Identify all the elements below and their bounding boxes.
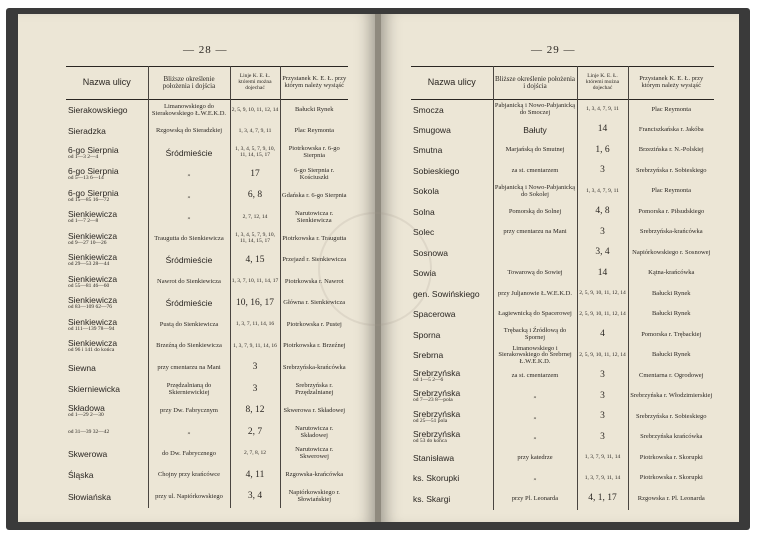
table-row — [411, 161, 714, 182]
tram-lines-cell: 6, 8 — [230, 186, 280, 208]
street-name-cell — [411, 325, 493, 346]
location-cell: Trębacką i Źródłową do Spornej — [493, 325, 577, 346]
location-cell: „ — [493, 387, 577, 408]
street-name: Solna — [413, 206, 435, 217]
table-row — [411, 407, 714, 428]
street-name: Srebrzyńska — [413, 429, 461, 440]
location-cell: przy Juljanowie Ł.W.E.K.D. — [493, 284, 577, 305]
tram-stop-cell: Przejazd r. Sienkiewicza — [280, 250, 348, 272]
table-row — [411, 489, 714, 510]
street-name: Składowa — [68, 402, 105, 413]
street-name-cell — [411, 407, 493, 428]
table-row — [411, 202, 714, 223]
street-name-cell — [411, 141, 493, 162]
house-number-range: od 25—51 pola — [413, 417, 448, 424]
tram-stop-cell: Srebrzyńska r. Przędzalnianej — [280, 379, 348, 401]
table-row — [66, 186, 348, 208]
tram-stop-cell: Piotrkowska r. Nawrot — [280, 272, 348, 294]
tram-lines-cell: 1, 3, 7, 10, 11, 14, 17 — [230, 272, 280, 294]
location-cell: Śródmieście — [148, 143, 230, 165]
street-name: Sobieskiego — [413, 165, 460, 176]
table-row — [411, 305, 714, 326]
location-cell: przy Pl. Leonarda — [493, 489, 577, 510]
table-row — [66, 121, 348, 143]
street-name-cell — [66, 272, 148, 294]
street-name: Spacerowa — [413, 309, 456, 320]
street-name-cell — [66, 164, 148, 186]
right-page — [381, 14, 739, 522]
table-row — [411, 366, 714, 387]
tram-stop-cell: Piotrkowska r. Traugutta — [280, 229, 348, 251]
page-number-left: — 28 — — [183, 44, 228, 56]
table-row — [411, 120, 714, 141]
table-row — [411, 284, 714, 305]
tram-stop-cell: Narutowicza r. Skwerowej — [280, 444, 348, 466]
house-number-range: od 96 i 141 do końca — [68, 347, 115, 354]
tram-stop-cell: Bałucki Rynek — [280, 100, 348, 122]
street-name-cell — [411, 448, 493, 469]
street-name: Srebrna — [413, 350, 444, 361]
tram-stop-cell: Rzgowska r. Pl. Leonarda — [628, 489, 714, 510]
street-name-cell — [66, 121, 148, 143]
table-header-right — [411, 67, 714, 100]
street-name-cell — [411, 100, 493, 121]
tram-stop-cell: Narutowicza r. Sienkiewicza — [280, 207, 348, 229]
location-cell: Śródmieście — [148, 293, 230, 315]
table-row — [411, 264, 714, 285]
street-name-cell — [66, 207, 148, 229]
tram-stop-cell: Srebrzyńska r. Sobieskiego — [628, 161, 714, 182]
street-name: Sienkiewicza — [68, 295, 118, 306]
location-cell: Brzeźną do Sienkiewicza — [148, 336, 230, 358]
table-body-right — [411, 100, 714, 510]
tram-lines-cell: 4, 15 — [230, 250, 280, 272]
street-name-cell — [66, 143, 148, 165]
tram-lines-cell: 8, 12 — [230, 401, 280, 423]
location-cell: „ — [493, 407, 577, 428]
tram-stop-cell: Piotrkowska r. Skorupki — [628, 469, 714, 490]
location-cell: Marjańską do Smutnej — [493, 141, 577, 162]
location-cell: Nawrot do Sienkiewicza — [148, 272, 230, 294]
location-cell: „ — [148, 207, 230, 229]
tram-lines-cell: 1, 3, 7, 9, 11, 14, 16 — [230, 336, 280, 358]
tram-stop-cell: Pomorska r. Trębackiej — [628, 325, 714, 346]
street-name: Sowia — [413, 268, 437, 279]
tram-stop-cell: Bałucki Rynek — [628, 305, 714, 326]
table-row — [66, 444, 348, 466]
street-name: Skwerowa — [68, 448, 108, 459]
street-name-cell — [411, 182, 493, 203]
tram-lines-cell: 3 — [230, 358, 280, 380]
watermark-stamp — [318, 212, 432, 326]
location-cell: do Dw. Fabrycznego — [148, 444, 230, 466]
tram-lines-cell: 1, 3, 7, 9, 11, 14 — [577, 448, 628, 469]
table-row — [411, 100, 714, 121]
tram-stop-cell: Plac Reymonta — [280, 121, 348, 143]
tram-lines-cell: 3 — [577, 161, 628, 182]
tram-lines-cell: 17 — [230, 164, 280, 186]
street-name: Sienkiewicza — [68, 273, 118, 284]
table-header-left — [66, 67, 348, 100]
street-name-cell — [66, 487, 148, 509]
street-name: Smocza — [413, 104, 444, 115]
location-cell: Traugutta do Sienkiewicza — [148, 229, 230, 251]
page-number-right: — 29 — — [531, 44, 576, 56]
location-cell — [493, 243, 577, 264]
house-number-range: od 9—27 10—26 — [68, 239, 107, 246]
house-number-range: od 1—7 2—8 — [68, 218, 99, 225]
tram-stop-cell: Brzezińska r. N.-Polskiej — [628, 141, 714, 162]
location-cell: Łagiewnicką do Spacerowej — [493, 305, 577, 326]
table-body-left — [66, 100, 348, 509]
street-name: Sosnowa — [413, 247, 448, 258]
location-cell: przy Dw. Fabrycznym — [148, 401, 230, 423]
street-name: Srebrzyńska — [413, 388, 461, 399]
table-row — [66, 143, 348, 165]
tram-lines-cell: 2, 5, 9, 10, 11, 12, 14 — [230, 100, 280, 122]
house-number-range: od 55—81 46—60 — [68, 282, 110, 289]
tram-lines-cell: 1, 3, 4, 7, 9, 11 — [577, 100, 628, 121]
street-name: 6-go Sierpnia — [68, 144, 119, 155]
house-number-range: od 1—3 2—4 — [68, 153, 99, 160]
location-cell: „ — [148, 422, 230, 444]
header-street: Nazwa ulicy — [82, 77, 131, 88]
house-number-range: od 83—109 62—76 — [68, 304, 112, 311]
tram-lines-cell: 1, 3, 4, 5, 7, 9, 10, 11, 14, 15, 17 — [230, 229, 280, 251]
street-table-left — [66, 66, 348, 508]
location-cell: za st. cmentarzem — [493, 161, 577, 182]
tram-stop-cell: Bałucki Rynek — [628, 284, 714, 305]
location-cell: „ — [493, 469, 577, 490]
location-cell: Śródmieście — [148, 250, 230, 272]
tram-stop-cell: Piotrkowska r. Brzeźnej — [280, 336, 348, 358]
house-number-range: od 5—13 6—14 — [68, 175, 104, 182]
tram-lines-cell: 2, 7, 12, 14 — [230, 207, 280, 229]
tram-lines-cell: 3 — [577, 223, 628, 244]
location-cell: przy katedrze — [493, 448, 577, 469]
street-name-cell — [411, 202, 493, 223]
table-row — [66, 164, 348, 186]
tram-lines-cell: 1, 6 — [577, 141, 628, 162]
tram-lines-cell: 14 — [577, 264, 628, 285]
street-name: Sienkiewicza — [68, 230, 118, 241]
location-cell: Pomorską do Solnej — [493, 202, 577, 223]
location-cell: „ — [493, 428, 577, 449]
location-cell: Pabjanicką i Nowo-Pabjanicką do Sokolej — [493, 182, 577, 203]
street-name: Sokola — [413, 186, 439, 197]
location-cell: Pabjanicką i Nowo-Pabjanicką do Smoczej — [493, 100, 577, 121]
street-name-cell — [411, 428, 493, 449]
street-name: Srebrzyńska — [413, 408, 461, 419]
tram-stop-cell: Piotrkowska r. 6-go Sierpnia — [280, 143, 348, 165]
street-name-cell — [411, 346, 493, 367]
location-cell: przy cmentarzu na Mani — [148, 358, 230, 380]
street-name-cell — [66, 100, 148, 122]
table-row — [66, 207, 348, 229]
tram-lines-cell: 3 — [577, 407, 628, 428]
location-cell: przy ul. Napiórkowskiego — [148, 487, 230, 509]
tram-stop-cell: Piotrkowska r. Pustej — [280, 315, 348, 337]
street-name: Sierakowskiego — [68, 105, 128, 116]
tram-lines-cell: 4, 11 — [230, 465, 280, 487]
street-name-cell — [66, 358, 148, 380]
street-name: Słowiańska — [68, 491, 111, 502]
table-row — [411, 141, 714, 162]
location-cell: Limanowskiego do Sierakowskiego Ł.W.E.K.D. — [148, 100, 230, 122]
tram-stop-cell: Srebrzyńska-krańcówka — [280, 358, 348, 380]
street-name: Smugowa — [413, 124, 451, 135]
tram-lines-cell: 2, 7, 8, 12 — [230, 444, 280, 466]
tram-lines-cell: 1, 3, 4, 7, 9, 11 — [577, 182, 628, 203]
street-name-cell — [411, 161, 493, 182]
location-cell: Limanowskiego i Sierakowskiego do Srebrnej Ł.W.E.K.D. — [493, 346, 577, 367]
street-name-cell — [66, 336, 148, 358]
street-name: ks. Skorupki — [413, 473, 460, 484]
street-name-cell — [66, 315, 148, 337]
location-cell: Rzgowską do Sieradzkiej — [148, 121, 230, 143]
tram-stop-cell: Narutowicza r. Składowej — [280, 422, 348, 444]
street-name: gen. Sowińskiego — [413, 288, 480, 299]
tram-lines-cell: 1, 3, 4, 5, 7, 9, 10, 11, 14, 15, 17 — [230, 143, 280, 165]
street-name: Srebrzyńska — [413, 367, 461, 378]
street-name: Sienkiewicza — [68, 316, 118, 327]
table-row — [411, 448, 714, 469]
house-number-range: od 29—53 28—44 — [68, 261, 110, 268]
street-name-cell — [66, 293, 148, 315]
table-row — [66, 100, 348, 122]
header-lines: Linje K. E. Ł. któremi można dojechać — [577, 67, 628, 100]
tram-stop-cell: Rzgowska-krańcówka — [280, 465, 348, 487]
table-row — [411, 223, 714, 244]
tram-stop-cell: Bałucki Rynek — [628, 346, 714, 367]
table-row — [66, 379, 348, 401]
tram-stop-cell: Srebrzyńska r. Sobieskiego — [628, 407, 714, 428]
header-location: Bliższe określenie położenia i dojścia — [493, 67, 577, 100]
street-name: Sienkiewicza — [68, 252, 118, 263]
street-name: Sieradzka — [68, 126, 106, 137]
street-name: Solec — [413, 227, 435, 238]
house-number-range: od 7—23 8—pola — [413, 397, 453, 404]
tram-lines-cell: 1, 3, 7, 11, 14, 16 — [230, 315, 280, 337]
street-name: Siewna — [68, 362, 96, 373]
tram-lines-cell: 10, 16, 17 — [230, 293, 280, 315]
street-name: Skierniewicka — [68, 384, 120, 395]
street-name: Smutna — [413, 145, 443, 156]
tram-lines-cell: 4, 8 — [577, 202, 628, 223]
street-name-cell — [66, 186, 148, 208]
location-cell: „ — [148, 164, 230, 186]
location-cell: Pustą do Sienkiewicza — [148, 315, 230, 337]
street-name: 6-go Sierpnia — [68, 166, 119, 177]
tram-stop-cell: Piotrkowska r. Skorupki — [628, 448, 714, 469]
street-name: Sienkiewicza — [68, 209, 118, 220]
tram-stop-cell: Srebrzyńska-krańcówka — [628, 223, 714, 244]
tram-stop-cell: 6-go Sierpnia r. Kościuszki — [280, 164, 348, 186]
tram-lines-cell: 4, 1, 17 — [577, 489, 628, 510]
table-row — [66, 358, 348, 380]
house-number-range: od 111—139 78—94 — [68, 325, 115, 332]
street-name-cell — [66, 465, 148, 487]
table-row — [66, 315, 348, 337]
header-lines: Linje K. E. Ł. któremi można dojechać — [230, 67, 280, 100]
location-cell: Chojny przy krańcówce — [148, 465, 230, 487]
tram-stop-cell: Franciszkańska r. Jakóba — [628, 120, 714, 141]
location-cell: przy cmentarzu na Mani — [493, 223, 577, 244]
tram-stop-cell: Cmentarna r. Ogrodowej — [628, 366, 714, 387]
table-row — [411, 243, 714, 264]
table-row — [411, 346, 714, 367]
house-number-range: od 31—39 32—42 — [68, 428, 110, 435]
tram-stop-cell: Główna r. Sienkiewicza — [280, 293, 348, 315]
street-name-cell — [66, 250, 148, 272]
tram-lines-cell: 2, 5, 9, 10, 11, 12, 14 — [577, 284, 628, 305]
tram-lines-cell: 14 — [577, 120, 628, 141]
table-row — [66, 465, 348, 487]
table-row — [411, 469, 714, 490]
tram-lines-cell: 2, 7 — [230, 422, 280, 444]
tram-lines-cell: 4 — [577, 325, 628, 346]
tram-lines-cell: 3 — [230, 379, 280, 401]
tram-stop-cell: Napiórkowskiego r. Sosnowej — [628, 243, 714, 264]
street-name: Śląska — [68, 470, 94, 481]
tram-stop-cell: Pomorska r. Piłsudskiego — [628, 202, 714, 223]
house-number-range: od 53 do końca — [413, 438, 447, 445]
location-cell: Towarową do Sowiej — [493, 264, 577, 285]
street-table-right — [411, 66, 714, 510]
tram-stop-cell: Srebrzyńska krańcówka — [628, 428, 714, 449]
table-row — [66, 229, 348, 251]
street-name-cell — [66, 401, 148, 423]
house-number-range: od 1—29 2—30 — [68, 411, 104, 418]
tram-lines-cell: 3 — [577, 387, 628, 408]
table-row — [66, 401, 348, 423]
street-name-cell — [411, 469, 493, 490]
location-cell: za st. cmentarzem — [493, 366, 577, 387]
tram-lines-cell: 1, 3, 4, 7, 9, 11 — [230, 121, 280, 143]
table-row — [411, 325, 714, 346]
street-name: Sporna — [413, 329, 441, 340]
street-name: 6-go Sierpnia — [68, 187, 119, 198]
tram-lines-cell: 2, 5, 9, 10, 11, 12, 14 — [577, 346, 628, 367]
tram-stop-cell: Plac Reymonta — [628, 100, 714, 121]
header-location: Bliższe określenie położenia i dojścia — [148, 67, 230, 100]
tram-lines-cell: 3 — [577, 428, 628, 449]
tram-stop-cell: Srebrzyńska r. Włodzimierskiej — [628, 387, 714, 408]
header-street: Nazwa ulicy — [427, 77, 476, 88]
street-name-cell — [66, 229, 148, 251]
street-name-cell — [411, 366, 493, 387]
table-row — [411, 387, 714, 408]
header-stop: Przystanek K. E. Ł. przy którym należy wysiąść — [280, 67, 348, 100]
table-row — [66, 422, 348, 444]
tram-lines-cell: 3, 4 — [577, 243, 628, 264]
location-cell: „ — [148, 186, 230, 208]
tram-lines-cell: 3 — [577, 366, 628, 387]
house-number-range: od 1—5 2—6 — [413, 376, 444, 383]
street-name: ks. Skargi — [413, 493, 451, 504]
street-name-cell — [411, 387, 493, 408]
tram-stop-cell: Gdańska r. 6-go Sierpnia — [280, 186, 348, 208]
street-name: Sienkiewicza — [68, 338, 118, 349]
house-number-range: od 15—85 16—72 — [68, 196, 110, 203]
tram-stop-cell: Skwerowa r. Składowej — [280, 401, 348, 423]
table-row — [66, 272, 348, 294]
street-name-cell — [411, 489, 493, 510]
table-row — [66, 250, 348, 272]
tram-stop-cell: Plac Reymonta — [628, 182, 714, 203]
street-name-cell — [66, 379, 148, 401]
tram-stop-cell: Napiórkowskiego r. Słowiańskiej — [280, 487, 348, 509]
street-name-cell — [411, 120, 493, 141]
location-cell: Przędzalnianą do Skierniewickiej — [148, 379, 230, 401]
tram-lines-cell: 1, 3, 7, 9, 11, 14 — [577, 469, 628, 490]
street-name-cell — [411, 305, 493, 326]
table-row — [66, 487, 348, 509]
header-stop: Przystanek K. E. Ł. przy którym należy wysiąść — [628, 67, 714, 100]
tram-stop-cell: Kątna-krańcówka — [628, 264, 714, 285]
table-row — [66, 336, 348, 358]
table-row — [411, 428, 714, 449]
table-row — [66, 293, 348, 315]
location-cell: Bałuty — [493, 120, 577, 141]
table-row — [411, 182, 714, 203]
street-name: Stanisława — [413, 452, 455, 463]
tram-lines-cell: 3, 4 — [230, 487, 280, 509]
street-name-cell — [66, 444, 148, 466]
tram-lines-cell: 2, 5, 9, 10, 11, 12, 14 — [577, 305, 628, 326]
street-name-cell — [66, 422, 148, 444]
